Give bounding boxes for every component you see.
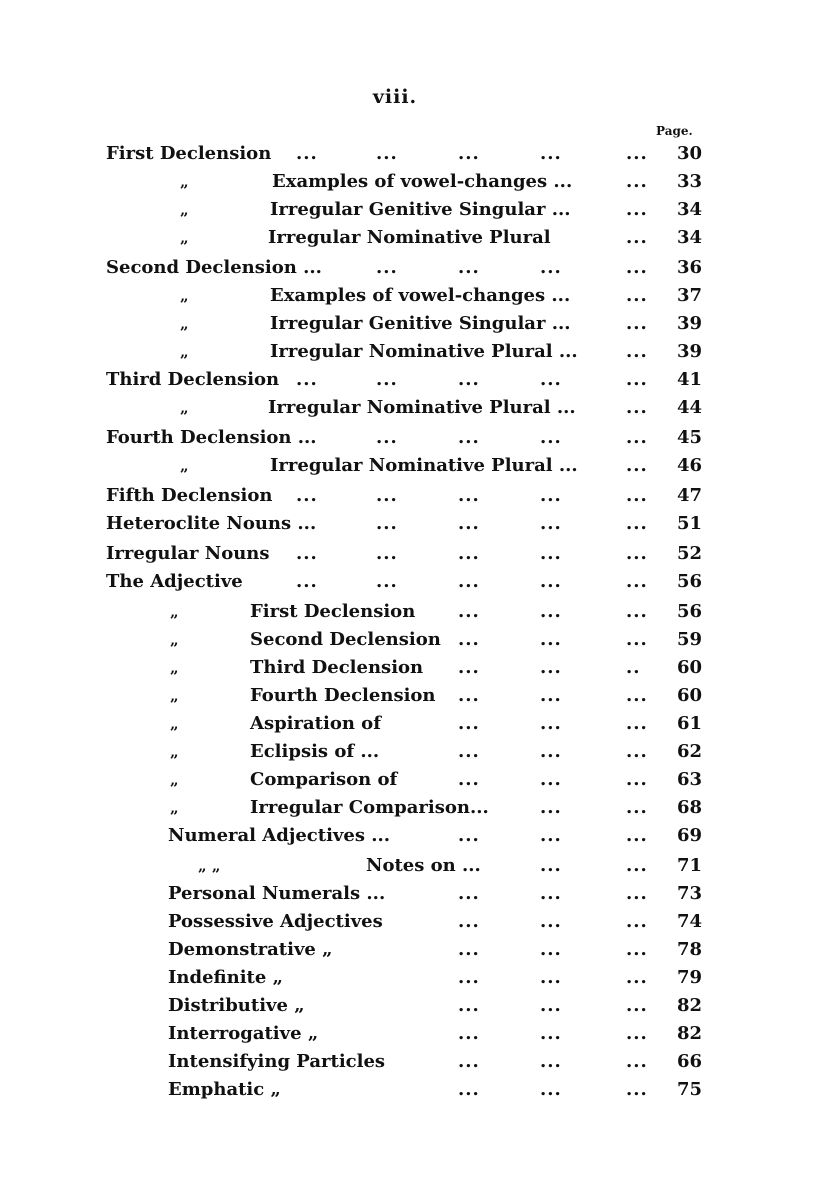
leader-dots: ...	[296, 543, 318, 564]
leader-dots: ...	[540, 741, 562, 762]
page-ref: 39	[676, 313, 702, 334]
ditto-mark: „	[180, 229, 189, 247]
entry-title: Comparison of	[250, 769, 398, 790]
leader-dots: ...	[626, 199, 648, 220]
page-ref: 62	[676, 741, 702, 762]
leader-dots: ...	[376, 257, 398, 278]
leader-dots: ...	[626, 797, 648, 818]
toc-entry	[0, 540, 840, 568]
leader-dots: ...	[626, 543, 648, 564]
leader-dots: ...	[376, 369, 398, 390]
leader-dots: ...	[540, 883, 562, 904]
leader-dots: ...	[540, 685, 562, 706]
leader-dots: ...	[458, 427, 480, 448]
leader-dots: ...	[458, 369, 480, 390]
leader-dots: ...	[540, 713, 562, 734]
leader-dots: ...	[458, 685, 480, 706]
leader-dots: ...	[540, 995, 562, 1016]
ditto-mark: „	[170, 743, 179, 761]
entry-title: Indefinite „	[168, 967, 283, 988]
entry-title: Second Declension	[250, 629, 441, 650]
entry-title: Irregular Nominative Plural ...	[270, 455, 578, 476]
entry-title: Interrogative „	[168, 1023, 319, 1044]
ditto-mark: „	[180, 173, 189, 191]
toc-entry	[0, 310, 840, 338]
page-ref: 59	[676, 629, 702, 650]
leader-dots: ...	[626, 1023, 648, 1044]
ditto-mark: „	[170, 687, 179, 705]
toc-entry	[0, 852, 840, 880]
leader-dots: ...	[540, 1023, 562, 1044]
page-ref: 71	[676, 855, 702, 876]
leader-dots: ...	[540, 513, 562, 534]
entry-title: Examples of vowel-changes ...	[272, 171, 573, 192]
leader-dots: ...	[458, 571, 480, 592]
leader-dots: ...	[626, 883, 648, 904]
ditto-mark: „	[180, 343, 189, 361]
leader-dots: ...	[458, 883, 480, 904]
leader-dots: ...	[458, 485, 480, 506]
leader-dots: ...	[626, 939, 648, 960]
page-ref: 34	[676, 227, 702, 248]
toc-entry	[0, 598, 840, 626]
ditto-mark: „	[170, 771, 179, 789]
entry-title: Irregular Nominative Plural ...	[270, 341, 578, 362]
leader-dots: ...	[626, 629, 648, 650]
leader-dots: ...	[376, 427, 398, 448]
page-ref: 45	[676, 427, 702, 448]
ditto-mark: „	[180, 399, 189, 417]
leader-dots: ...	[626, 967, 648, 988]
toc-entry	[0, 880, 840, 908]
leader-dots: ...	[540, 629, 562, 650]
leader-dots: ...	[458, 911, 480, 932]
entry-title: Distributive „	[168, 995, 305, 1016]
page-ref: 36	[676, 257, 702, 278]
ditto-mark: „	[170, 659, 179, 677]
page-ref: 82	[676, 995, 702, 1016]
leader-dots: ...	[458, 143, 480, 164]
page-ref: 79	[676, 967, 702, 988]
toc-entry	[0, 710, 840, 738]
page-ref: 39	[676, 341, 702, 362]
leader-dots: ...	[626, 257, 648, 278]
entry-title: Fifth Declension	[106, 485, 273, 506]
leader-dots: ...	[376, 485, 398, 506]
page-ref: 51	[676, 513, 702, 534]
leader-dots: ...	[376, 513, 398, 534]
leader-dots: ...	[540, 769, 562, 790]
toc-entry	[0, 224, 840, 252]
toc-entry	[0, 1020, 840, 1048]
leader-dots: ...	[626, 227, 648, 248]
leader-dots: ...	[540, 1079, 562, 1100]
ditto-mark: „	[170, 799, 179, 817]
page-ref: 69	[676, 825, 702, 846]
leader-dots: ...	[296, 143, 318, 164]
ditto-mark: „ „	[198, 857, 221, 875]
leader-dots: ...	[626, 685, 648, 706]
toc-entry	[0, 626, 840, 654]
toc-entry	[0, 766, 840, 794]
page-ref: 63	[676, 769, 702, 790]
leader-dots: ...	[540, 257, 562, 278]
entry-title: The Adjective	[106, 571, 243, 592]
toc-entry	[0, 140, 840, 168]
page-ref: 46	[676, 455, 702, 476]
leader-dots: ...	[626, 171, 648, 192]
leader-dots: ...	[296, 369, 318, 390]
leader-dots: ...	[626, 1079, 648, 1100]
leader-dots: ...	[626, 427, 648, 448]
toc-entry	[0, 964, 840, 992]
entry-title: Fourth Declension	[250, 685, 436, 706]
leader-dots: ...	[296, 571, 318, 592]
toc-entry	[0, 510, 840, 538]
leader-dots: ...	[296, 485, 318, 506]
entry-title: Demonstrative „	[168, 939, 333, 960]
page-ref: 30	[676, 143, 702, 164]
leader-dots: ...	[458, 939, 480, 960]
leader-dots: ...	[376, 543, 398, 564]
entry-title: Numeral Adjectives ...	[168, 825, 391, 846]
leader-dots: ...	[458, 257, 480, 278]
entry-title: Irregular Nominative Plural ...	[268, 397, 576, 418]
leader-dots: ...	[540, 601, 562, 622]
entry-title: Third Declension	[106, 369, 280, 390]
entry-title: Irregular Genitive Singular ...	[270, 199, 571, 220]
toc-entry	[0, 738, 840, 766]
leader-dots: ...	[626, 995, 648, 1016]
page-number: viii.	[372, 86, 418, 108]
toc-entry	[0, 568, 840, 596]
leader-dots: ...	[458, 967, 480, 988]
leader-dots: ...	[376, 143, 398, 164]
toc-entry	[0, 282, 840, 310]
toc-entry	[0, 254, 840, 282]
leader-dots: ...	[626, 397, 648, 418]
toc-entry	[0, 196, 840, 224]
page-ref: 56	[676, 601, 702, 622]
ditto-mark: „	[180, 287, 189, 305]
leader-dots: ...	[540, 657, 562, 678]
page-ref: 61	[676, 713, 702, 734]
toc-entry	[0, 794, 840, 822]
leader-dots: ...	[626, 741, 648, 762]
leader-dots: ...	[458, 825, 480, 846]
entry-title: Personal Numerals ...	[168, 883, 386, 904]
leader-dots: ...	[540, 855, 562, 876]
leader-dots: ...	[458, 995, 480, 1016]
page-ref: 75	[676, 1079, 702, 1100]
page-ref: 56	[676, 571, 702, 592]
leader-dots: ...	[626, 485, 648, 506]
page-ref: 74	[676, 911, 702, 932]
leader-dots: ...	[626, 769, 648, 790]
toc-entry	[0, 1048, 840, 1076]
page-ref: 73	[676, 883, 702, 904]
leader-dots: ...	[458, 601, 480, 622]
toc-entry	[0, 822, 840, 850]
leader-dots: ...	[376, 571, 398, 592]
leader-dots: ...	[626, 571, 648, 592]
leader-dots: ...	[458, 657, 480, 678]
entry-title: Emphatic „	[168, 1079, 281, 1100]
page-ref: 33	[676, 171, 702, 192]
toc-entry	[0, 682, 840, 710]
leader-dots: ...	[626, 369, 648, 390]
entry-title: Fourth Declension ...	[106, 427, 317, 448]
toc-entry	[0, 1076, 840, 1104]
toc-entry	[0, 992, 840, 1020]
leader-dots: ...	[458, 1051, 480, 1072]
entry-title: First Declension	[250, 601, 416, 622]
leader-dots: ...	[626, 713, 648, 734]
leader-dots: ...	[540, 939, 562, 960]
entry-title: Notes on ...	[366, 855, 481, 876]
page-ref: 37	[676, 285, 702, 306]
toc-entry	[0, 654, 840, 682]
page-ref: 44	[676, 397, 702, 418]
toc-entry	[0, 424, 840, 452]
entry-title: Heteroclite Nouns ...	[106, 513, 317, 534]
ditto-mark: „	[180, 315, 189, 333]
toc-entry	[0, 482, 840, 510]
leader-dots: ...	[540, 797, 562, 818]
leader-dots: ...	[626, 601, 648, 622]
entry-title: Aspiration of	[250, 713, 381, 734]
leader-dots: ...	[626, 513, 648, 534]
entry-title: First Declension	[106, 143, 272, 164]
leader-dots: ...	[540, 427, 562, 448]
leader-dots: ...	[626, 825, 648, 846]
page-ref: 82	[676, 1023, 702, 1044]
leader-dots: ...	[458, 543, 480, 564]
page-column-heading: Page.	[656, 124, 693, 138]
leader-dots: ...	[626, 143, 648, 164]
entry-title: Third Declension	[250, 657, 424, 678]
page-ref: 60	[676, 685, 702, 706]
leader-dots: ...	[626, 911, 648, 932]
leader-dots: ...	[458, 1079, 480, 1100]
leader-dots: ...	[458, 769, 480, 790]
entry-title: Irregular Nouns	[106, 543, 270, 564]
toc-entry	[0, 452, 840, 480]
leader-dots: ...	[626, 1051, 648, 1072]
leader-dots: ...	[540, 543, 562, 564]
leader-dots: ...	[540, 369, 562, 390]
leader-dots: ...	[458, 741, 480, 762]
entry-title: Examples of vowel-changes ...	[270, 285, 571, 306]
page-ref: 47	[676, 485, 702, 506]
ditto-mark: „	[170, 603, 179, 621]
leader-dots: ...	[540, 967, 562, 988]
leader-dots: ...	[458, 513, 480, 534]
toc-entry	[0, 366, 840, 394]
leader-dots: ...	[458, 713, 480, 734]
ditto-mark: „	[170, 631, 179, 649]
entry-title: Eclipsis of ...	[250, 741, 380, 762]
leader-dots: ...	[626, 455, 648, 476]
leader-dots: ...	[626, 285, 648, 306]
leader-dots: ...	[626, 855, 648, 876]
entry-title: Irregular Comparison...	[250, 797, 489, 818]
ditto-mark: „	[170, 715, 179, 733]
entry-title: Intensifying Particles	[168, 1051, 386, 1072]
leader-dots: ...	[540, 825, 562, 846]
toc-entry	[0, 168, 840, 196]
leader-dots: ...	[540, 143, 562, 164]
page-ref: 34	[676, 199, 702, 220]
entry-title: Possessive Adjectives	[168, 911, 383, 932]
leader-dots: ...	[540, 911, 562, 932]
entry-title: Irregular Genitive Singular ...	[270, 313, 571, 334]
page-ref: 41	[676, 369, 702, 390]
leader-dots: ...	[626, 313, 648, 334]
toc-entry	[0, 908, 840, 936]
leader-dots: ...	[626, 341, 648, 362]
leader-dots: ...	[540, 485, 562, 506]
leader-dots: ...	[540, 1051, 562, 1072]
page-ref: 60	[676, 657, 702, 678]
toc-entry	[0, 394, 840, 422]
toc-entry	[0, 338, 840, 366]
leader-dots: ..	[626, 657, 641, 678]
entry-title: Irregular Nominative Plural	[268, 227, 551, 248]
page-ref: 68	[676, 797, 702, 818]
page-ref: 66	[676, 1051, 702, 1072]
leader-dots: ...	[458, 1023, 480, 1044]
leader-dots: ...	[540, 571, 562, 592]
toc-entry	[0, 936, 840, 964]
page-ref: 78	[676, 939, 702, 960]
ditto-mark: „	[180, 201, 189, 219]
page-ref: 52	[676, 543, 702, 564]
leader-dots: ...	[458, 629, 480, 650]
entry-title: Second Declension ...	[106, 257, 322, 278]
ditto-mark: „	[180, 457, 189, 475]
